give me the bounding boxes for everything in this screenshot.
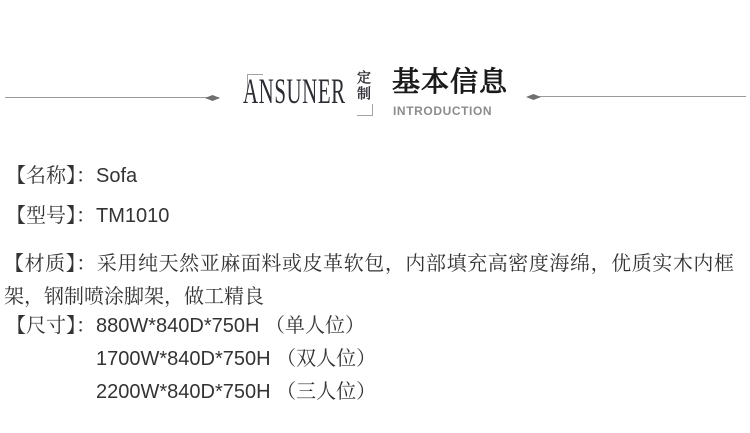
section-subtitle: INTRODUCTION [393, 104, 493, 118]
left-divider-line [5, 97, 219, 98]
dimension-double-seat: 1700W*840D*750H （双人位） [96, 348, 377, 370]
dimension-triple-seat: 2200W*840D*750H （三人位） [96, 381, 377, 403]
product-name-label: 【名称】： [6, 165, 96, 187]
product-name-row [6, 160, 137, 193]
product-name-value: Sofa [96, 165, 138, 187]
dimension-single-seat: 880W*840D*750H （单人位） [96, 315, 365, 337]
right-diamond-arrow-icon [526, 94, 541, 100]
product-dimensions-label: 【尺寸】： [6, 315, 96, 337]
product-material-value: 采用纯天然亚麻面料或皮革软包，内部填充高密度海绵，优质实木内框架，钢制喷涂脚架，做工精良 [4, 253, 735, 308]
product-material-label: 【材质】： [4, 253, 97, 275]
logo-corner-bracket-bottom-right [357, 104, 373, 116]
product-material-row [4, 248, 734, 314]
brand-logo: ANSUNER [243, 71, 346, 111]
product-model-row [6, 200, 169, 233]
product-dimensions-row [6, 310, 376, 409]
section-title: 基本信息 [392, 66, 509, 97]
right-divider-line [531, 96, 746, 97]
left-diamond-arrow-icon [205, 95, 220, 101]
product-dimensions-list [96, 310, 376, 409]
product-model-value: TM1010 [96, 205, 170, 227]
brand-vertical-suffix: 定制 [356, 70, 372, 102]
product-model-label: 【型号】： [6, 205, 96, 227]
